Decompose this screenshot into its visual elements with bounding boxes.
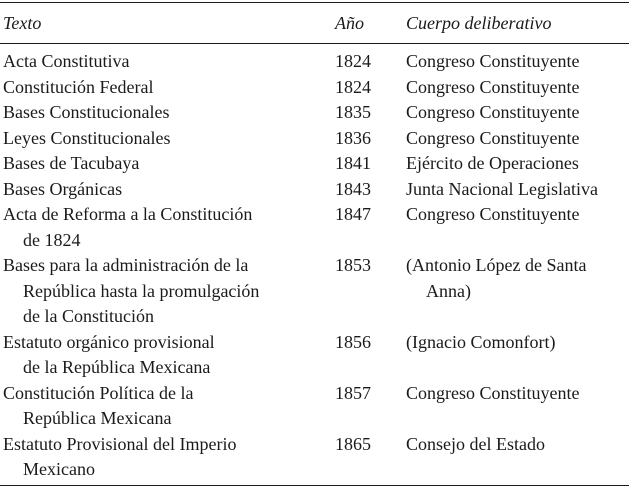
row-text-line: Estatuto orgánico provisional — [3, 331, 215, 352]
row-body-line: Congreso Constituyente — [406, 102, 580, 122]
row-text-cell — [3, 202, 328, 253]
row-text-line: Acta Constitutiva — [3, 51, 130, 71]
row-body-cell — [406, 151, 628, 177]
row-body-cell — [406, 330, 628, 356]
row-body-line: Congreso Constituyente — [406, 76, 580, 97]
row-text-line: Constitución Política de la — [3, 382, 194, 403]
row-text-cell — [3, 432, 328, 483]
row-text-cell — [3, 253, 328, 330]
row-text-cell — [3, 126, 328, 152]
row-year-cell: 1824 — [335, 76, 371, 97]
row-body-cell — [406, 381, 628, 407]
row-body-line: Anna) — [426, 280, 471, 301]
row-body-cell — [406, 75, 628, 101]
row-year-cell: 1856 — [335, 331, 371, 352]
row-year-cell: 1824 — [335, 51, 371, 71]
row-text-cell — [3, 49, 328, 75]
row-text-line: República hasta la promulgación — [23, 280, 260, 301]
header-cuerpo-deliberativo: Cuerpo deliberativo — [406, 13, 552, 33]
row-body-cell — [406, 49, 628, 75]
row-body-cell — [406, 100, 628, 126]
row-text-cell — [3, 381, 328, 432]
table-header-rule — [0, 43, 629, 44]
row-text-cell — [3, 100, 328, 126]
row-body-line: Congreso Constituyente — [406, 382, 580, 403]
row-year-cell: 1853 — [335, 255, 371, 275]
row-text-cell — [3, 177, 328, 203]
row-year-cell: 1835 — [335, 102, 371, 122]
row-body-line: Congreso Constituyente — [406, 51, 580, 71]
row-year-cell: 1857 — [335, 382, 371, 403]
row-text-cell — [3, 75, 328, 101]
row-body-cell — [406, 432, 628, 458]
row-body-cell — [406, 177, 628, 203]
row-body-line: (Ignacio Comonfort) — [406, 331, 556, 352]
row-body-cell — [406, 253, 628, 304]
row-text-line: Bases Orgánicas — [3, 178, 123, 199]
row-year-cell: 1865 — [335, 433, 371, 454]
row-text-line: Constitución Federal — [3, 76, 154, 97]
row-text-line: Estatuto Provisional del Imperio — [3, 433, 237, 454]
row-text-line: Mexicano — [23, 459, 95, 479]
row-year-cell: 1847 — [335, 204, 371, 224]
row-year-cell: 1843 — [335, 178, 371, 199]
row-text-line: Bases de Tacubaya — [3, 153, 140, 173]
header-ano: Año — [335, 13, 364, 33]
row-text-line: Acta de Reforma a la Constitución — [3, 204, 253, 224]
row-text-line: Leyes Constitucionales — [3, 127, 171, 148]
header-texto: Texto — [3, 13, 42, 33]
row-body-line: (Antonio López de Santa — [406, 255, 587, 275]
table-bottom-rule — [0, 485, 629, 486]
row-body-cell — [406, 126, 628, 152]
row-text-line: de la Constitución — [23, 306, 154, 326]
row-body-line: Congreso Constituyente — [406, 127, 580, 148]
row-body-line: Congreso Constituyente — [406, 204, 580, 224]
row-text-line: República Mexicana — [23, 408, 172, 428]
row-body-line: Consejo del Estado — [406, 433, 545, 454]
row-body-line: Ejército de Operaciones — [406, 153, 579, 173]
row-year-cell: 1841 — [335, 153, 371, 173]
row-text-line: Bases Constitucionales — [3, 102, 170, 122]
table-top-rule — [0, 2, 629, 3]
row-year-cell: 1836 — [335, 127, 371, 148]
row-text-line: Bases para la administración de la — [3, 255, 249, 275]
row-text-line: de 1824 — [23, 229, 81, 250]
row-text-line: de la República Mexicana — [23, 357, 211, 377]
row-text-cell — [3, 151, 328, 177]
row-body-line: Junta Nacional Legislativa — [406, 178, 598, 199]
row-body-cell — [406, 202, 628, 228]
row-text-cell — [3, 330, 328, 381]
